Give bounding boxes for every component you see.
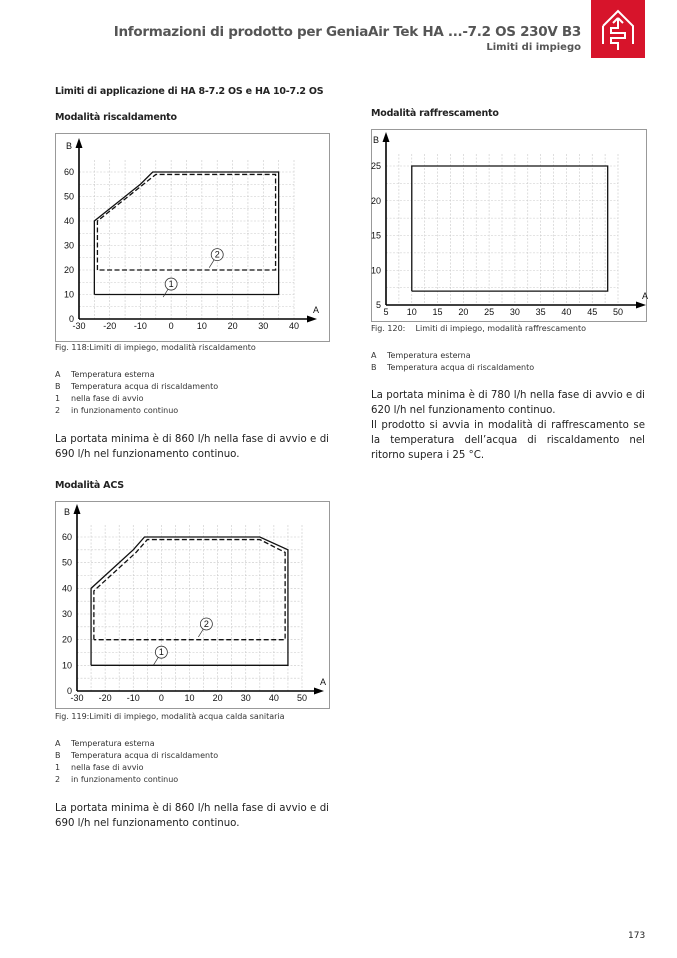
y-tick-label: 10 — [61, 660, 72, 671]
x-tick-label: 40 — [268, 693, 279, 703]
dhw-chart-svg — [56, 502, 329, 708]
x-tick-label: -30 — [70, 693, 84, 703]
y-tick-label: 60 — [61, 532, 72, 542]
legend-item: A Temperatura esterna — [55, 739, 155, 748]
y-tick-label: 0 — [68, 314, 74, 324]
series-callout-label: 2 — [214, 249, 220, 260]
y-tick-label: 30 — [63, 240, 74, 251]
heating-chart-svg — [56, 134, 329, 341]
x-tick-label: -20 — [103, 321, 117, 331]
dhw-title: Modalità ACS — [55, 480, 124, 491]
legend-item: B Temperatura acqua di riscaldamento — [55, 751, 219, 760]
document-title: Informazioni di prodotto per GeniaAir Tek HA ...-7.2 OS 230V B3 — [113, 24, 581, 40]
x-axis-label: A — [313, 305, 320, 315]
series-callout-label: 1 — [168, 279, 174, 290]
x-tick-label: 20 — [458, 307, 469, 317]
cooling-caption: Fig. 120: Limiti di impiego, modalità raffrescamento — [371, 324, 586, 333]
legend-item: 2 in funzionamento continuo — [55, 406, 179, 415]
x-tick-label: 45 — [587, 307, 598, 317]
x-tick-label: 50 — [296, 693, 308, 703]
x-tick-label: 50 — [612, 307, 624, 317]
section-title: Limiti di applicazione di HA 8-7.2 OS e HA 10-7.2 OS — [55, 86, 324, 97]
x-tick-label: -10 — [133, 321, 147, 331]
y-tick-label: 25 — [370, 161, 381, 171]
dhw-caption: Fig. 119:Limiti di impiego, modalità acqua calda sanitaria — [55, 712, 285, 721]
x-tick-label: 30 — [240, 693, 251, 703]
x-tick-label: 20 — [212, 693, 223, 703]
legend-item: 1 nella fase di avvio — [55, 763, 144, 772]
y-tick-label: 50 — [61, 557, 72, 568]
x-tick-label: 40 — [561, 307, 572, 317]
legend-item: A Temperatura esterna — [55, 370, 155, 379]
dhw-paragraph: La portata minima è di 860 l/h nella fase di avvio e di 690 l/h nel funzionamento continuo. — [55, 803, 329, 829]
y-tick-label: 0 — [66, 686, 72, 696]
cooling-chart-svg — [370, 130, 649, 321]
x-tick-label: 35 — [535, 307, 546, 317]
x-tick-label: 10 — [184, 693, 195, 703]
series-callout-label: 1 — [158, 647, 164, 658]
y-tick-label: 60 — [63, 167, 74, 177]
x-tick-label: 0 — [158, 693, 164, 703]
cooling-legend — [371, 350, 534, 374]
x-axis-arrow — [636, 302, 646, 309]
cooling-paragraph-2: Il prodotto si avvia in modalità di raffrescamento se la temperatura dell’acqua di riscaldamento nel ritorno supera i 25 °C. — [371, 420, 645, 461]
series-callout-leader — [198, 629, 203, 637]
y-tick-label: 20 — [370, 195, 381, 206]
x-tick-label: 30 — [509, 307, 520, 317]
x-tick-label: 10 — [196, 321, 207, 331]
dhw-legend — [55, 738, 218, 786]
cooling-paragraph-1: La portata minima è di 780 l/h nella fase di avvio e di 620 l/h nel funzionamento continuo. — [371, 390, 645, 416]
series-callout-leader — [163, 289, 168, 297]
y-axis-label: B — [64, 507, 71, 517]
x-tick-label: 10 — [406, 307, 417, 317]
heating-chart — [55, 133, 330, 342]
x-tick-label: 0 — [168, 321, 174, 331]
x-tick-label: -20 — [98, 693, 112, 703]
y-tick-label: 10 — [370, 265, 381, 276]
y-axis-arrow — [383, 132, 390, 142]
x-tick-label: 40 — [288, 321, 300, 331]
house-heat-pump-icon — [591, 0, 645, 58]
x-tick-label: 5 — [383, 307, 389, 317]
series-callout-leader — [153, 657, 158, 665]
x-tick-label: 15 — [432, 307, 443, 317]
y-tick-label: 10 — [63, 289, 74, 300]
x-tick-label: 20 — [227, 321, 238, 331]
series-callout-label: 2 — [203, 618, 209, 629]
x-axis-arrow — [307, 316, 317, 323]
y-axis-label: B — [66, 141, 73, 151]
heating-title: Modalità riscaldamento — [55, 112, 177, 123]
document-subtitle: Limiti di impiego — [486, 42, 581, 53]
legend-item: B Temperatura acqua di riscaldamento — [55, 382, 219, 391]
x-tick-label: -30 — [72, 321, 86, 331]
heating-legend — [55, 369, 218, 417]
y-axis-label: B — [373, 135, 380, 145]
legend-item: B Temperatura acqua di riscaldamento — [371, 363, 535, 372]
x-axis-label: A — [642, 291, 649, 301]
x-axis-label: A — [320, 677, 327, 687]
x-tick-label: 25 — [484, 307, 495, 317]
y-tick-label: 15 — [370, 230, 381, 241]
y-tick-label: 30 — [61, 609, 72, 619]
x-axis-arrow — [314, 688, 324, 695]
series-line-0 — [412, 166, 608, 291]
legend-item: A Temperatura esterna — [371, 351, 471, 360]
y-axis-arrow — [76, 138, 83, 148]
y-tick-label: 50 — [63, 191, 74, 202]
legend-item: 1 nella fase di avvio — [55, 394, 144, 403]
x-tick-label: -10 — [126, 693, 140, 703]
legend-item: 2 in funzionamento continuo — [55, 775, 179, 784]
heating-caption: Fig. 118:Limiti di impiego, modalità riscaldamento — [55, 343, 256, 352]
page-number: 173 — [628, 931, 646, 941]
y-tick-label: 40 — [63, 216, 74, 226]
x-tick-label: 30 — [258, 321, 269, 331]
y-tick-label: 5 — [375, 300, 381, 310]
dhw-chart — [55, 501, 330, 709]
cooling-chart — [371, 129, 647, 322]
series-callout-leader — [209, 260, 214, 268]
cooling-title: Modalità raffrescamento — [371, 108, 499, 119]
y-tick-label: 20 — [61, 634, 72, 645]
heating-paragraph: La portata minima è di 860 l/h nella fase di avvio e di 690 l/h nel funzionamento continuo. — [55, 434, 329, 460]
y-axis-arrow — [74, 504, 81, 514]
y-tick-label: 40 — [61, 583, 72, 594]
y-tick-label: 20 — [63, 265, 74, 275]
